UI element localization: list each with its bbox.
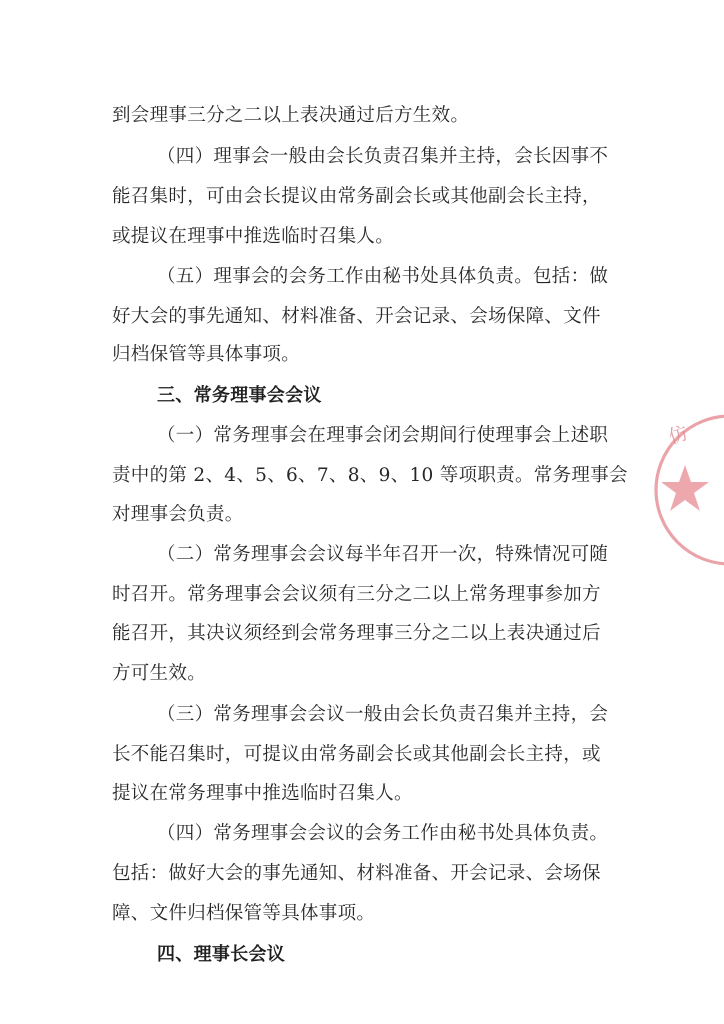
seal-text: 仿 (665, 421, 691, 449)
text-line-9: 责中的第 2、4、5、6、7、8、9、10 等项职责。常务理事会 (112, 465, 628, 486)
text-line-15: （三）常务理事会会议一般由会长负责召集并主持，会 (157, 704, 609, 725)
text-line-19: 包括：做好大会的事先通知、材料准备、开会记录、会场保 (112, 863, 601, 884)
text-line-4: 或提议在理事中推选临时召集人。 (112, 226, 395, 247)
text-line-6: 好大会的事先通知、材料准备、开会记录、会场保障、文件 (112, 306, 601, 327)
text-line-5: （五）理事会的会务工作由秘书处具体负责。包括：做 (157, 266, 609, 287)
text-line-2: （四）理事会一般由会长负责召集并主持，会长因事不 (157, 146, 609, 167)
text-line-13: 能召开，其决议须经到会常务理事三分之二以上表决通过后 (112, 623, 601, 644)
text-line-17: 提议在常务理事中推选临时召集人。 (112, 783, 413, 804)
text-line-11: （二）常务理事会会议每半年召开一次，特殊情况可随 (157, 544, 609, 565)
text-line-18: （四）常务理事会会议的会务工作由秘书处具体负责。 (157, 823, 609, 844)
text-line-1: 到会理事三分之二以上表决通过后方生效。 (112, 105, 470, 126)
text-line-10: 对理事会负责。 (112, 504, 244, 525)
text-line-3: 能召集时，可由会长提议由常务副会长或其他副会长主持， (112, 186, 601, 207)
text-line-16: 长不能召集时，可提议由常务副会长或其他副会长主持，或 (112, 744, 601, 765)
text-line-12: 时召开。常务理事会会议须有三分之二以上常务理事参加方 (112, 584, 601, 605)
text-line-7: 归档保管等具体事项。 (112, 344, 301, 365)
official-seal (640, 400, 724, 580)
text-line-20: 障、文件归档保管等具体事项。 (112, 903, 376, 924)
seal-graphic (640, 400, 724, 580)
text-line-8: （一）常务理事会在理事会闭会期间行使理事会上述职 (157, 425, 609, 446)
section-heading-4: 四、理事长会议 (157, 944, 286, 965)
text-line-14: 方可生效。 (112, 663, 207, 684)
section-heading-3: 三、常务理事会会议 (157, 385, 322, 406)
seal-star-icon (661, 465, 709, 511)
